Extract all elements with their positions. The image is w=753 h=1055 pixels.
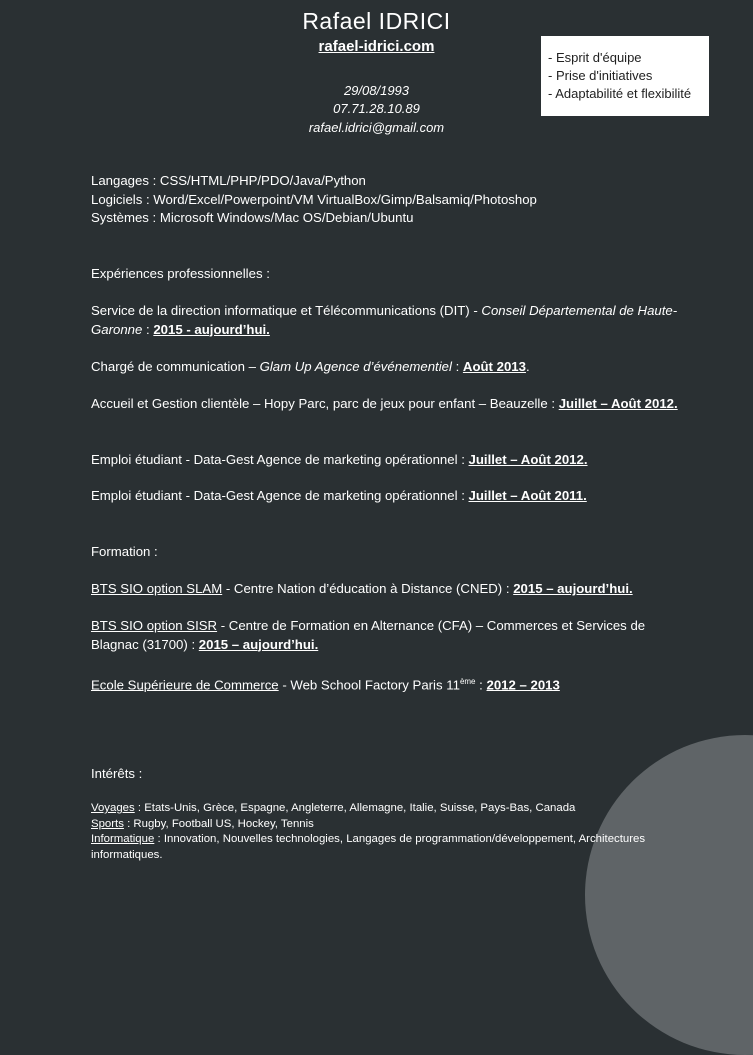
quality-item: - Adaptabilité et flexibilité [548,86,692,101]
experience-date: 2015 - aujourd’hui. [153,321,270,337]
skills-section [91,172,691,228]
employer: Glam Up Agence d’événementiel [259,359,452,374]
skills-languages: Langages : CSS/HTML/PHP/PDO/Java/Python [91,173,366,188]
interest-item: Informatique : Innovation, Nouvelles technologies, Langages de programmation/développement, Architectures informatiques. [91,833,646,861]
website-link[interactable]: rafael-idrici.com [318,38,435,55]
diploma: BTS SIO option SLAM [91,581,223,596]
phone-number: 07.71.28.10.89 [333,101,420,116]
formation-date: 2015 – aujourd’hui. [198,636,319,652]
experience-item: Service de la direction informatique et Télécommunications (DIT) - Conseil Départemental de Haute-Garonne : 2015 - aujourd’hui. [91,303,678,337]
interest-item: Sports : Rugby, Football US, Hockey, Tennis [91,817,314,830]
formation-item: BTS SIO option SLAM - Centre Nation d’éducation à Distance (CNED) : 2015 – aujourd’hui. [91,581,633,596]
experience-item: Emploi étudiant - Data-Gest Agence de marketing opérationnel : Juillet – Août 2012. [91,452,588,467]
employer: Conseil Départemental de Haute-Garonne [91,303,678,337]
birthdate: 29/08/1993 [343,83,410,98]
experience-item: Accueil et Gestion clientèle – Hopy Parc, parc de jeux pour enfant – Beauzelle : Juillet – Août 2012. [91,396,678,411]
formation-date: 2015 – aujourd’hui. [513,581,633,596]
experience-date: Juillet – Août 2012. [558,396,678,411]
interest-label: Informatique [91,833,155,845]
formation-heading: Formation : [91,544,158,559]
candidate-name: Rafael IDRICI [302,8,451,34]
experience-heading: Expériences professionnelles : [91,266,270,281]
experience-date: Août 2013 [462,359,526,374]
diploma: Ecole Supérieure de Commerce [91,677,279,693]
qualities-box [541,36,709,116]
skills-software: Logiciels : Word/Excel/Powerpoint/VM VirtualBox/Gimp/Balsamiq/Photoshop [91,191,537,207]
experience-date: Juillet – Août 2011. [468,488,587,503]
interest-label: Sports [91,817,124,830]
formation-item: BTS SIO option SISR - Centre de Formation en Alternance (CFA) – Commerces et Services de Blagnac (31700) : 2015 – aujourd’hui. [91,618,646,652]
email-address: rafael.idrici@gmail.com [308,120,445,135]
experience-date: Juillet – Août 2012. [468,452,588,467]
experience-item: Emploi étudiant - Data-Gest Agence de marketing opérationnel : Juillet – Août 2011. [91,488,587,503]
quality-item: - Prise d'initiatives [548,68,653,83]
experience-item: Chargé de communication – Glam Up Agence d’événementiel : Août 2013. [91,359,530,374]
interest-label: Voyages [91,802,135,814]
diploma: BTS SIO option SISR [91,618,218,633]
interests-heading: Intérêts : [91,766,143,781]
interest-item: Voyages : Etats-Unis, Grèce, Espagne, Angleterre, Allemagne, Italie, Suisse, Pays-Bas, Canada [91,802,576,814]
interests-list [91,801,691,863]
quality-item: - Esprit d'équipe [548,50,642,65]
formation-date: 2012 – 2013 [486,677,560,693]
formation-item: Ecole Supérieure de Commerce - Web School Factory Paris 11ème : 2012 – 2013 [91,677,560,693]
skills-systems: Systèmes : Microsoft Windows/Mac OS/Debian/Ubuntu [91,210,414,225]
